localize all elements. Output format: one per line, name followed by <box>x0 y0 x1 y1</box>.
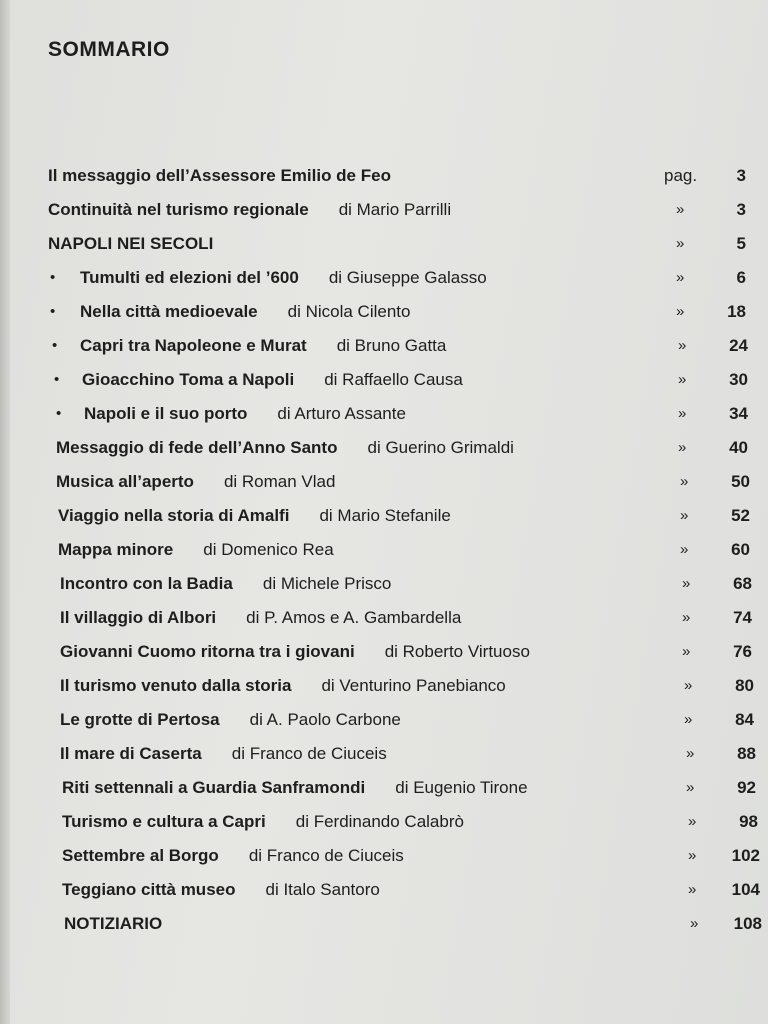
page-marker: » <box>682 609 691 626</box>
page-marker: » <box>688 813 697 830</box>
toc-entry-line <box>60 672 506 700</box>
toc-entry <box>0 706 768 734</box>
toc-entry <box>0 434 768 462</box>
toc-entry <box>0 910 768 938</box>
entry-author: di Franco de Ciuceis <box>248 846 404 865</box>
entry-title: Settembre al Borgo <box>62 846 219 865</box>
bullet-icon: • <box>52 337 58 354</box>
page-marker: » <box>678 371 687 388</box>
entry-title: Gioacchino Toma a Napoli <box>82 370 295 389</box>
page-marker: » <box>682 643 691 660</box>
toc-entry <box>0 196 768 224</box>
toc-entry <box>0 230 768 258</box>
entry-title: Incontro con la Badia <box>60 574 233 593</box>
page-number: 60 <box>731 540 750 559</box>
bullet-icon: • <box>54 371 60 388</box>
entry-author: di Raffaello Causa <box>324 370 463 389</box>
entry-title: Turismo e cultura a Capri <box>62 812 266 831</box>
page-marker: » <box>684 711 693 728</box>
entry-author: di Venturino Panebianco <box>321 676 506 695</box>
page-marker: » <box>690 915 699 932</box>
page-number: 24 <box>729 336 748 355</box>
page-number: 40 <box>729 438 748 457</box>
toc-entry-line <box>58 502 451 530</box>
page-number: 5 <box>736 234 746 253</box>
page-marker: » <box>688 847 697 864</box>
entry-title: Le grotte di Pertosa <box>60 710 220 729</box>
toc-entry <box>0 774 768 802</box>
entry-author: di P. Amos e A. Gambardella <box>246 608 462 627</box>
page-number: 92 <box>737 778 756 797</box>
toc-entry-line <box>84 400 406 428</box>
page-marker: » <box>680 473 689 490</box>
entry-author: di Mario Stefanile <box>319 506 451 525</box>
toc-entry <box>0 740 768 768</box>
entry-title: Il turismo venuto dalla storia <box>60 676 292 695</box>
toc-entry-line <box>48 230 213 258</box>
toc-entry-line <box>80 332 446 360</box>
entry-title: NOTIZIARIO <box>64 914 163 933</box>
page-marker: pag. <box>664 166 698 185</box>
entry-author: di Arturo Assante <box>277 404 406 423</box>
entry-title: Nella città medioevale <box>80 302 258 321</box>
toc-entry-line <box>62 808 464 836</box>
toc-entry <box>0 672 768 700</box>
entry-author: di Bruno Gatta <box>336 336 447 355</box>
toc-entry <box>0 298 768 326</box>
entry-author: di Eugenio Tirone <box>395 778 528 797</box>
toc-entry <box>0 264 768 292</box>
entry-author: di Roberto Virtuoso <box>384 642 530 661</box>
page-number: 76 <box>733 642 752 661</box>
entry-title: Giovanni Cuomo ritorna tra i giovani <box>60 642 355 661</box>
page-marker: » <box>676 235 685 252</box>
toc-entry <box>0 502 768 530</box>
toc-entry-line <box>60 706 401 734</box>
entry-title: Il villaggio di Albori <box>60 608 217 627</box>
toc-entry <box>0 842 768 870</box>
page-title: SOMMARIO <box>48 38 170 61</box>
entry-title: NAPOLI NEI SECOLI <box>48 234 214 253</box>
entry-title: Il mare di Caserta <box>60 744 202 763</box>
toc-entry <box>0 536 768 564</box>
toc-entry <box>0 366 768 394</box>
toc-entry-line <box>80 298 410 326</box>
bullet-icon: • <box>50 303 56 320</box>
entry-author: di Franco de Ciuceis <box>231 744 387 763</box>
page-marker: » <box>680 541 689 558</box>
page-marker: » <box>686 745 695 762</box>
entry-title: Il messaggio dell’Assessore Emilio de Feo <box>48 166 391 185</box>
bullet-icon: • <box>50 269 56 286</box>
toc-entry <box>0 468 768 496</box>
entry-title: Riti settennali a Guardia Sanframondi <box>62 778 366 797</box>
page-number: 3 <box>736 166 746 185</box>
page-marker: » <box>676 269 685 286</box>
toc-entry-line <box>56 434 514 462</box>
page-number: 68 <box>733 574 752 593</box>
page-number: 98 <box>739 812 758 831</box>
toc-entry-line <box>62 774 528 802</box>
page-number: 6 <box>736 268 746 287</box>
entry-title: Viaggio nella storia di Amalfi <box>58 506 290 525</box>
toc-entry <box>0 638 768 666</box>
entry-title: Tumulti ed elezioni del ’600 <box>80 268 299 287</box>
page-marker: » <box>688 881 697 898</box>
toc-entry <box>0 332 768 360</box>
toc-entry <box>0 570 768 598</box>
bullet-icon: • <box>56 405 62 422</box>
entry-title: Napoli e il suo porto <box>84 404 248 423</box>
page-number: 80 <box>735 676 754 695</box>
page-marker: » <box>686 779 695 796</box>
entry-title: Teggiano città museo <box>62 880 236 899</box>
toc-entry-line <box>82 366 463 394</box>
toc-entry <box>0 876 768 904</box>
entry-author: di Ferdinando Calabrò <box>295 812 464 831</box>
page-number: 88 <box>737 744 756 763</box>
toc-entry-line <box>62 876 380 904</box>
toc-entry <box>0 808 768 836</box>
toc-entry-line <box>60 570 391 598</box>
page-marker: » <box>676 201 685 218</box>
toc-entry <box>0 162 768 190</box>
page-number: 50 <box>731 472 750 491</box>
toc-entry-line <box>64 910 162 938</box>
page-number: 18 <box>727 302 746 321</box>
toc-entry-line <box>48 196 451 224</box>
page-number: 104 <box>731 880 760 899</box>
page-marker: » <box>676 303 685 320</box>
toc-entry-line <box>56 468 335 496</box>
toc-entry <box>0 400 768 428</box>
entry-author: di Giuseppe Galasso <box>328 268 487 287</box>
page-marker: » <box>678 405 687 422</box>
page-marker: » <box>684 677 693 694</box>
page-marker: » <box>678 337 687 354</box>
entry-author: di Italo Santoro <box>265 880 380 899</box>
toc-entry-line <box>48 162 391 190</box>
page-marker: » <box>678 439 687 456</box>
entry-author: di Mario Parrilli <box>338 200 452 219</box>
page-number: 3 <box>736 200 746 219</box>
entry-title: Mappa minore <box>58 540 174 559</box>
toc-entry-line <box>60 740 387 768</box>
toc-entry <box>0 604 768 632</box>
entry-author: di Nicola Cilento <box>287 302 411 321</box>
toc-entry-line <box>62 842 404 870</box>
toc-entry-line <box>60 604 461 632</box>
page-number: 34 <box>729 404 748 423</box>
entry-author: di A. Paolo Carbone <box>249 710 401 729</box>
page-number: 102 <box>731 846 760 865</box>
entry-title: Musica all’aperto <box>56 472 194 491</box>
entry-author: di Guerino Grimaldi <box>367 438 514 457</box>
entry-title: Capri tra Napoleone e Murat <box>80 336 307 355</box>
page-marker: » <box>680 507 689 524</box>
page-number: 84 <box>735 710 754 729</box>
toc-entry-line <box>58 536 334 564</box>
page-number: 30 <box>729 370 748 389</box>
page-number: 108 <box>733 914 762 933</box>
entry-author: di Domenico Rea <box>203 540 334 559</box>
entry-author: di Roman Vlad <box>223 472 336 491</box>
page-number: 52 <box>731 506 750 525</box>
entry-title: Messaggio di fede dell’Anno Santo <box>56 438 338 457</box>
page-marker: » <box>682 575 691 592</box>
entry-title: Continuità nel turismo regionale <box>48 200 309 219</box>
entry-author: di Michele Prisco <box>262 574 392 593</box>
toc-entry-line <box>80 264 487 292</box>
page-number: 74 <box>733 608 752 627</box>
toc-entry-line <box>60 638 530 666</box>
